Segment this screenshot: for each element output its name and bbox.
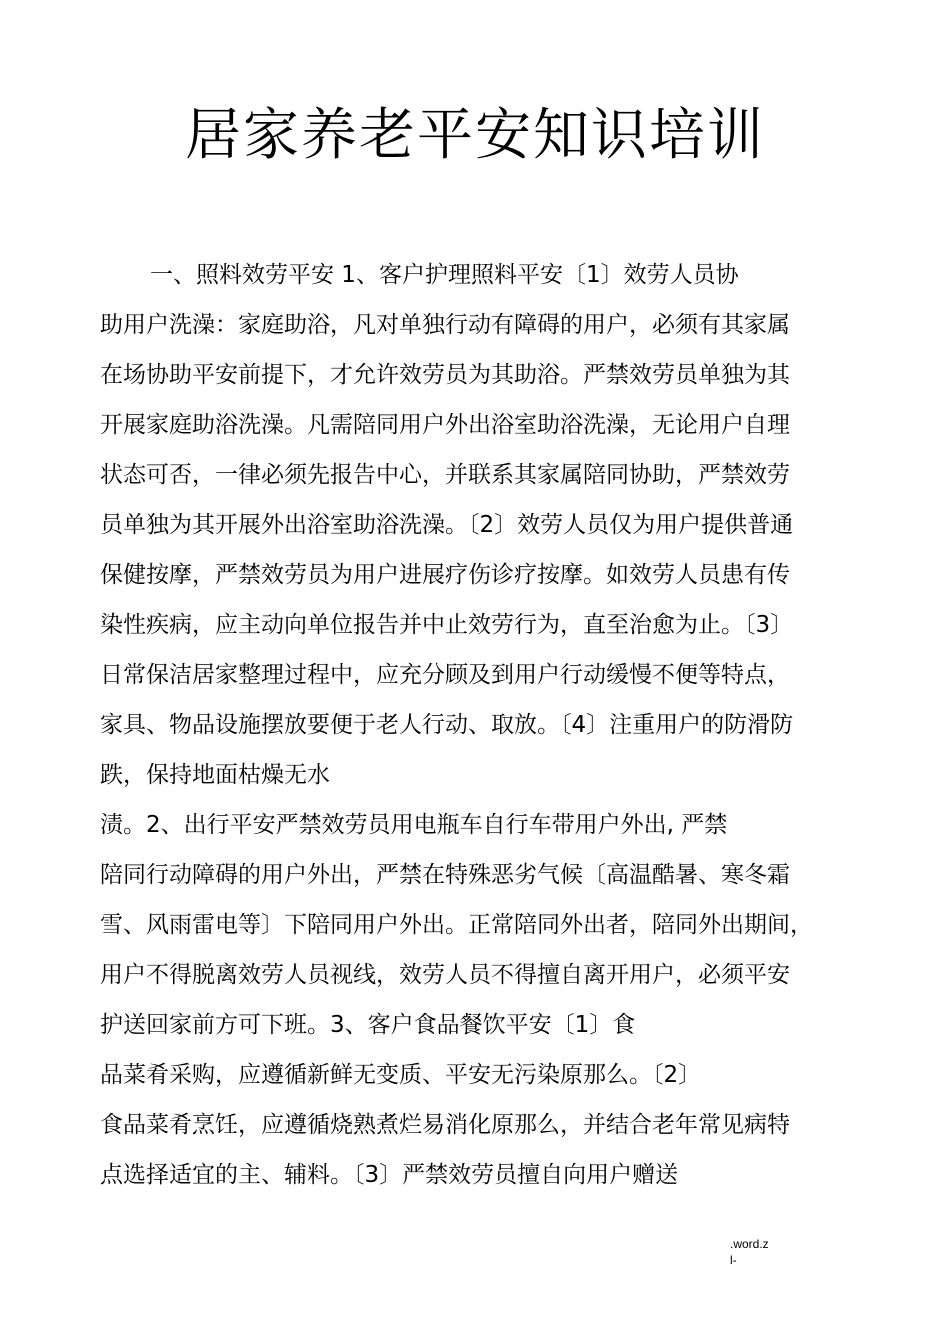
body-line: 跌，保持地面枯燥无水 xyxy=(100,762,330,788)
body-line: 雪、风雨雷电等〕下陪同用户外出。正常陪同外出者，陪同外出期间， xyxy=(100,912,813,938)
footer-line: .word.z xyxy=(730,1237,769,1251)
body-line: 保健按摩，严禁效劳员为用户进展疗伤诊疗按摩。如效劳人员患有传 xyxy=(100,562,790,588)
body-line: 助用户洗澡：家庭助浴，凡对单独行动有障碍的用户，必须有其家属 xyxy=(100,312,790,338)
body-line: 家具、物品设施摆放要便于老人行动、取放。〔4〕注重用户的防滑防 xyxy=(100,712,794,738)
document-body xyxy=(100,250,860,1200)
body-line: 陪同行动障碍的用户外出，严禁在特殊恶劣气候〔高温酷暑、寒冬霜 xyxy=(100,862,790,888)
body-line: 一、照料效劳平安 1、客户护理照料平安〔1〕效劳人员协 xyxy=(150,262,739,288)
body-line: 状态可否，一律必须先报告中心，并联系其家属陪同协助，严禁效劳 xyxy=(100,462,790,488)
page-footer xyxy=(730,1236,769,1268)
body-line: 员单独为其开展外出浴室助浴洗澡。〔2〕效劳人员仅为用户提供普通 xyxy=(100,512,794,538)
body-line: 渍。2、出行平安严禁效劳员用电瓶车自行车带用户外出, 严禁 xyxy=(100,812,728,838)
body-line: 食品菜肴烹饪，应遵循烧熟煮烂易消化原那么，并结合老年常见病特 xyxy=(100,1112,790,1138)
body-line: 在场协助平安前提下，才允许效劳员为其助浴。严禁效劳员单独为其 xyxy=(100,362,790,388)
body-line: 品菜肴采购，应遵循新鲜无变质、平安无污染原那么。〔2〕 xyxy=(100,1062,702,1088)
body-line: 点选择适宜的主、辅料。〔3〕严禁效劳员擅自向用户赠送 xyxy=(100,1162,679,1188)
body-line: 用户不得脱离效劳人员视线，效劳人员不得擅自离开用户，必须平安 xyxy=(100,962,790,988)
body-line: 日常保洁居家整理过程中，应充分顾及到用户行动缓慢不便等特点， xyxy=(100,662,790,688)
body-line: 开展家庭助浴洗澡。凡需陪同用户外出浴室助浴洗澡，无论用户自理 xyxy=(100,412,790,438)
body-line: 护送回家前方可下班。3、客户食品餐饮平安〔1〕食 xyxy=(100,1012,636,1038)
footer-line: l- xyxy=(730,1253,737,1267)
body-line: 染性疾病，应主动向单位报告并中止效劳行为，直至治愈为止。〔3〕 xyxy=(100,612,794,638)
document-title: 居家养老平安知识培训 xyxy=(185,103,765,168)
